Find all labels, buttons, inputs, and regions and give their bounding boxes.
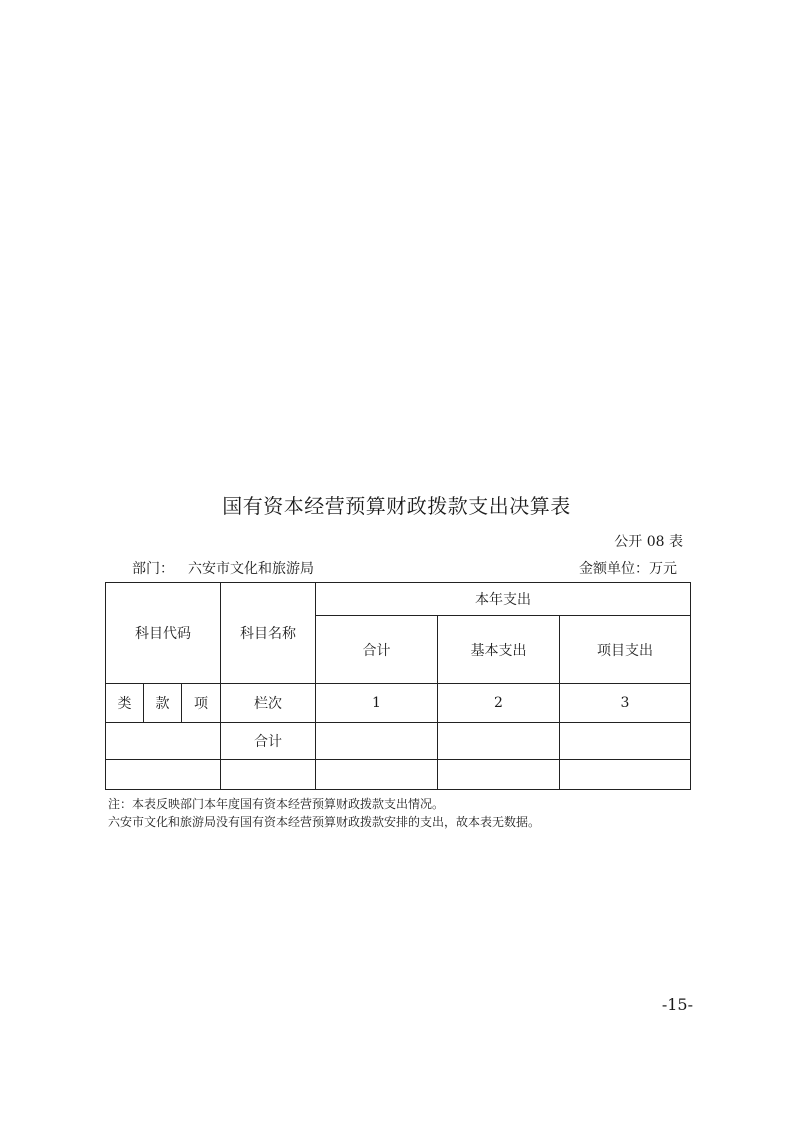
header-project-expense: 项目支出 bbox=[560, 616, 691, 684]
total-row-total bbox=[316, 723, 438, 760]
page-title: 国有资本经营预算财政拨款支出决算表 bbox=[222, 494, 571, 518]
header-subject-code: 科目代码 bbox=[106, 583, 221, 684]
empty-row-total bbox=[316, 760, 438, 790]
header-current-year-expense: 本年支出 bbox=[316, 583, 691, 616]
header-basic-expense: 基本支出 bbox=[438, 616, 560, 684]
index-xiang: 项 bbox=[182, 684, 221, 723]
empty-row-project bbox=[560, 760, 691, 790]
total-row-code bbox=[106, 723, 221, 760]
header-subject-name: 科目名称 bbox=[221, 583, 316, 684]
expenditure-table bbox=[105, 582, 691, 790]
total-row-basic bbox=[438, 723, 560, 760]
index-col-1: 1 bbox=[316, 684, 438, 723]
notes bbox=[108, 795, 540, 831]
total-row-project bbox=[560, 723, 691, 760]
empty-row-code bbox=[106, 760, 221, 790]
form-number: 公开 08 表 bbox=[614, 534, 683, 550]
page-number: -15- bbox=[661, 995, 693, 1014]
index-row bbox=[106, 684, 691, 723]
index-kuan: 款 bbox=[144, 684, 182, 723]
department-name: 六安市文化和旅游局 bbox=[188, 561, 314, 577]
index-col-2: 2 bbox=[438, 684, 560, 723]
index-lanci: 栏次 bbox=[221, 684, 316, 723]
total-row bbox=[106, 723, 691, 760]
department-line bbox=[132, 558, 314, 578]
amount-unit: 金额单位：万元 bbox=[579, 561, 677, 577]
department-label: 部门： bbox=[132, 561, 174, 577]
note-line: 注：本表反映部门本年度国有资本经营预算财政拨款支出情况。 bbox=[108, 797, 445, 811]
empty-row-basic bbox=[438, 760, 560, 790]
index-lei: 类 bbox=[106, 684, 144, 723]
empty-row-name bbox=[221, 760, 316, 790]
note-line: 六安市文化和旅游局没有国有资本经营预算财政拨款安排的支出，故本表无数据。 bbox=[108, 815, 541, 829]
index-col-3: 3 bbox=[560, 684, 691, 723]
total-row-label: 合计 bbox=[221, 723, 316, 760]
empty-row bbox=[106, 760, 691, 790]
header-total: 合计 bbox=[316, 616, 438, 684]
